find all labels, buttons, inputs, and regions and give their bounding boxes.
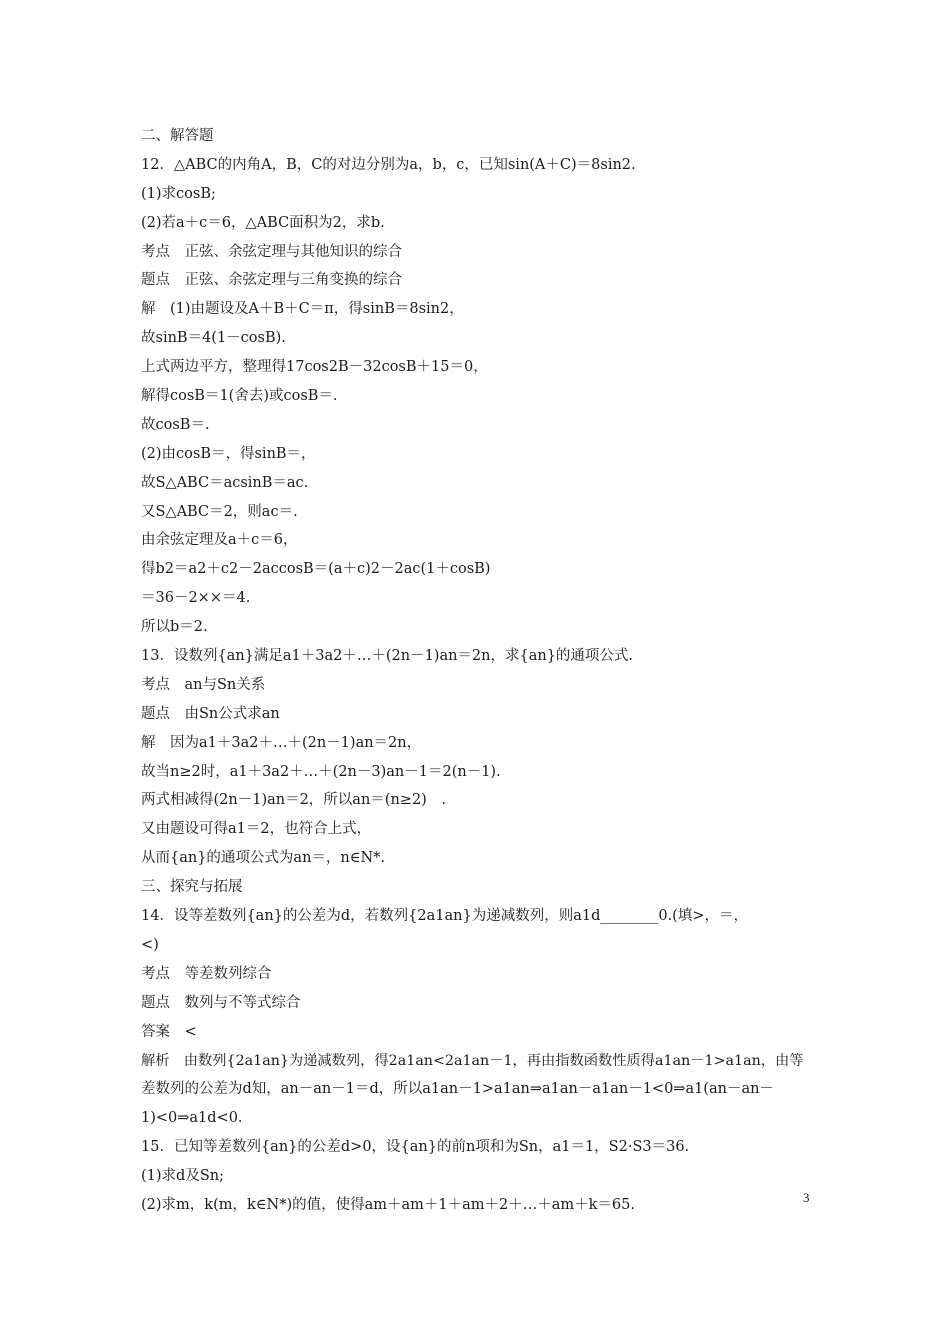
solution-line: 所以b＝2. xyxy=(141,619,208,636)
solution-line: 故当n≥2时，a1＋3a2＋…＋(2n－3)an－1＝2(n－1). xyxy=(141,763,501,780)
problem-12-subtopic: 题点 正弦、余弦定理与三角变换的综合 xyxy=(141,272,402,289)
problem-14-statement-cont: <) xyxy=(141,936,159,953)
problem-13-subtopic: 题点 由Sn公式求an xyxy=(141,705,280,722)
solution-line: 从而{an}的通项公式为an＝，n∈N*. xyxy=(141,850,386,867)
problem-13-topic: 考点 an与Sn关系 xyxy=(141,676,266,693)
problem-14-topic: 考点 等差数列综合 xyxy=(141,965,272,982)
analysis-line: 解析 由数列{2a1an}为递减数列，得2a1an<2a1an－1，再由指数函数性质得a1an－1>a1an，由等 xyxy=(141,1052,804,1069)
solution-line: 得b2＝a2＋c2－2accosB＝(a＋c)2－2ac(1＋cosB) xyxy=(141,561,491,578)
analysis-line: 差数列的公差为d知，an－an－1＝d，所以a1an－1>a1an⇒a1an－a1an－1<0⇒a1(an－an－ xyxy=(141,1081,774,1098)
problem-12-part-2: (2)若a＋c＝6，△ABC面积为2，求b. xyxy=(141,214,385,231)
solution-line: 解 因为a1＋3a2＋…＋(2n－1)an＝2n， xyxy=(141,734,422,751)
problem-13-statement: 13．设数列{an}满足a1＋3a2＋…＋(2n－1)an＝2n，求{an}的通项公式. xyxy=(141,648,634,665)
problem-15-statement: 15．已知等差数列{an}的公差d>0，设{an}的前n项和为Sn，a1＝1，S2·S3＝36. xyxy=(141,1139,690,1156)
solution-line: 上式两边平方，整理得17cos2B－32cosB＋15＝0， xyxy=(141,359,488,376)
document-body xyxy=(141,122,813,1220)
solution-line: 由余弦定理及a＋c＝6， xyxy=(141,532,298,549)
problem-14-statement: 14．设等差数列{an}的公差为d，若数列{2a1an}为递减数列，则a1d________0.(填>，＝， xyxy=(141,908,748,925)
analysis-line: 1)<0⇒a1d<0. xyxy=(141,1110,243,1127)
problem-12-part-1: (1)求cosB; xyxy=(141,185,216,202)
section-heading: 二、解答题 xyxy=(141,128,214,144)
problem-14-subtopic: 题点 数列与不等式综合 xyxy=(141,994,301,1011)
solution-line: 故cosB＝. xyxy=(141,416,210,433)
solution-line: 解 (1)由题设及A＋B＋C＝π，得sinB＝8sin2， xyxy=(141,301,464,318)
section-heading: 三、探究与拓展 xyxy=(141,879,243,896)
solution-line: 故sinB＝4(1－cosB). xyxy=(141,330,286,347)
solution-line: 又S△ABC＝2，则ac＝. xyxy=(141,503,298,520)
page-number: 3 xyxy=(803,1190,810,1205)
solution-line: (2)由cosB＝，得sinB＝， xyxy=(141,445,316,462)
problem-14-answer: 答案 < xyxy=(141,1023,197,1040)
solution-line: 又由题设可得a1＝2，也符合上式， xyxy=(141,821,372,838)
solution-line: 解得cosB＝1(舍去)或cosB＝. xyxy=(141,388,338,405)
solution-line: 故S△ABC＝acsinB＝ac. xyxy=(141,474,309,491)
problem-12-statement: 12．△ABC的内角A，B，C的对边分别为a，b，c，已知sin(A＋C)＝8sin2. xyxy=(141,156,636,173)
solution-line: ＝36－2××＝4. xyxy=(141,590,251,607)
solution-line: 两式相减得(2n－1)an＝2，所以an＝(n≥2) . xyxy=(141,792,446,809)
problem-15-part-1: (1)求d及Sn; xyxy=(141,1168,224,1185)
problem-12-topic: 考点 正弦、余弦定理与其他知识的综合 xyxy=(141,243,402,260)
problem-15-part-2: (2)求m，k(m，k∈N*)的值，使得am＋am＋1＋am＋2＋…＋am＋k＝65. xyxy=(141,1196,635,1213)
